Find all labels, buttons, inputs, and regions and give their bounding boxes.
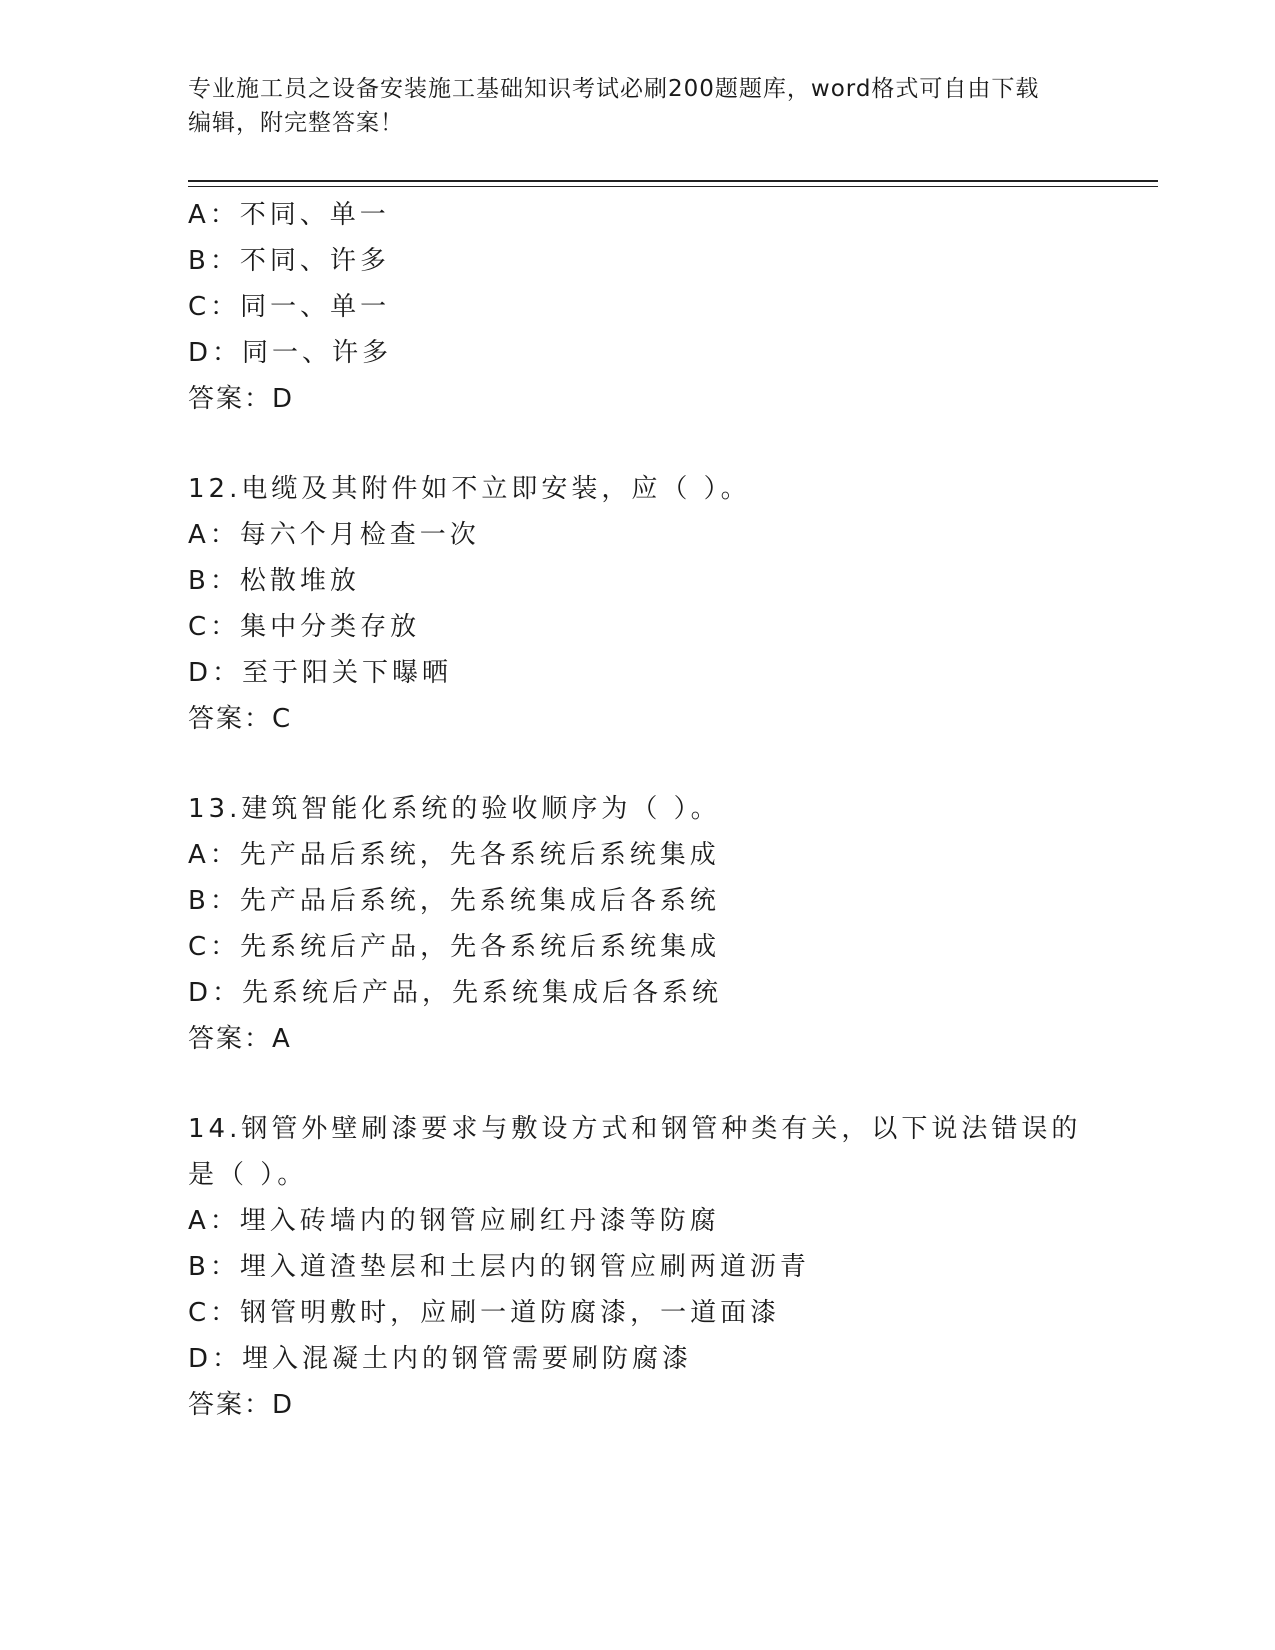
option-b: B：先产品后系统，先系统集成后各系统	[188, 886, 720, 916]
question-13	[188, 786, 1158, 1062]
question-stem: 12.电缆及其附件如不立即安装，应（ ）。	[188, 474, 751, 504]
question-12	[188, 466, 1158, 742]
option-d: D：先系统后产品，先系统集成后各系统	[188, 978, 723, 1008]
option-c: C：先系统后产品，先各系统后系统集成	[188, 932, 721, 962]
option-b: B：松散堆放	[188, 566, 360, 596]
option-c: C：同一、单一	[188, 292, 391, 322]
question-stem: 13.建筑智能化系统的验收顺序为（ ）。	[188, 794, 721, 824]
question-11	[188, 192, 1158, 422]
header-rule-thin	[188, 186, 1158, 187]
option-a: A：先产品后系统，先各系统后系统集成	[188, 840, 720, 870]
option-a: A：不同、单一	[188, 200, 390, 230]
answer: 答案：D	[188, 384, 295, 414]
document-header	[188, 72, 1088, 140]
question-14	[188, 1106, 1158, 1428]
answer: 答案：A	[188, 1024, 292, 1054]
option-d: D：同一、许多	[188, 338, 393, 368]
answer: 答案：D	[188, 1390, 295, 1420]
option-d: D：埋入混凝土内的钢管需要刷防腐漆	[188, 1344, 693, 1374]
option-d: D：至于阳关下曝晒	[188, 658, 453, 688]
answer: 答案：C	[188, 704, 293, 734]
header-title-line1: 专业施工员之设备安装施工基础知识考试必刷200题题库，word格式可自由下载	[188, 76, 1040, 102]
question-list	[188, 192, 1158, 1428]
question-stem: 14.钢管外壁刷漆要求与敷设方式和钢管种类有关，以下说法错误的是（ ）。	[188, 1114, 1082, 1190]
option-a: A：每六个月检查一次	[188, 520, 480, 550]
option-b: B：不同、许多	[188, 246, 390, 276]
option-a: A：埋入砖墙内的钢管应刷红丹漆等防腐	[188, 1206, 720, 1236]
header-rule-thick	[188, 180, 1158, 182]
header-title-line2: 编辑，附完整答案！	[188, 110, 404, 136]
option-b: B：埋入道渣垫层和土层内的钢管应刷两道沥青	[188, 1252, 810, 1282]
option-c: C：钢管明敷时，应刷一道防腐漆，一道面漆	[188, 1298, 781, 1328]
option-c: C：集中分类存放	[188, 612, 421, 642]
